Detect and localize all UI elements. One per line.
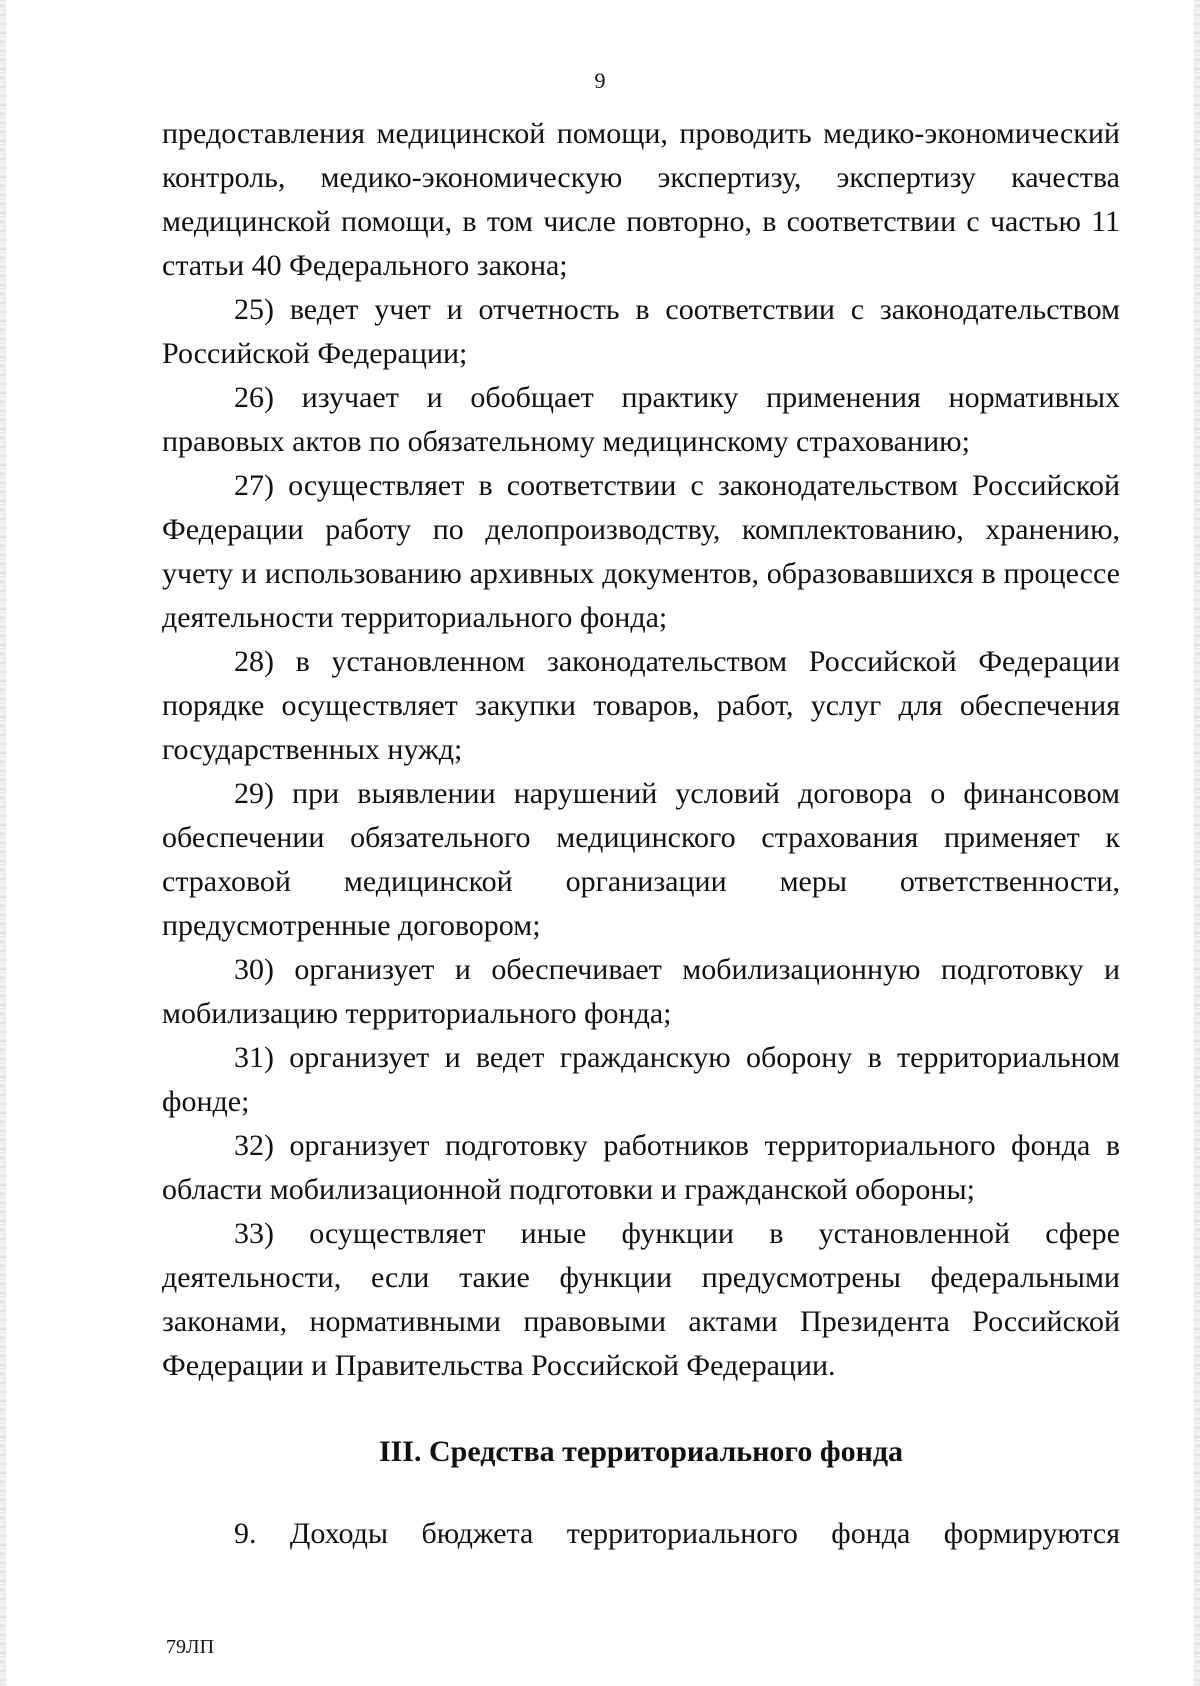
footer-code: 79ЛП [166, 1636, 215, 1658]
section-heading: III. Средства территориального фонда [378, 1435, 904, 1468]
paragraph-continuation: предоставления медицинской помощи, проводить медико-экономический контроль, медико-экономическую экспертизу, экспертизу качества медицинской помощи, в том числе повторно, в соответствии с частью 11 статьи 40 Федерального закона; [162, 117, 1120, 282]
paragraph-item-28: 28) в установленном законодательством Российской Федерации порядке осуществляет закупки товаров, работ, услуг для обеспечения государственных нужд; [162, 645, 1120, 766]
paragraph-item-29: 29) при выявлении нарушений условий договора о финансовом обеспечении обязательного медицинского страхования применяет к страховой медицинской организации меры ответственности, предусмотренные договором; [162, 777, 1120, 942]
paragraph-item-31: 31) организует и ведет гражданскую оборону в территориальном фонде; [162, 1041, 1120, 1118]
page-number: 9 [594, 68, 606, 93]
scan-edge-right [1194, 0, 1200, 1686]
scan-edge-left [0, 0, 6, 1686]
paragraph-item-32: 32) организует подготовку работников территориального фонда в области мобилизационной подготовки и гражданской обороны; [162, 1129, 1120, 1206]
paragraph-item-9: 9. Доходы бюджета территориального фонда формируются [234, 1517, 1120, 1550]
paragraph-item-27: 27) осуществляет в соответствии с законодательством Российской Федерации работу по делопроизводству, комплектованию, хранению, учету и использованию архивных документов, образовавшихся в процессе деятельности территориального фонда; [162, 469, 1120, 634]
document-body [162, 112, 1120, 1556]
paragraph-item-26: 26) изучает и обобщает практику применения нормативных правовых актов по обязательному медицинскому страхованию; [162, 381, 1120, 458]
paragraph-item-30: 30) организует и обеспечивает мобилизационную подготовку и мобилизацию территориального фонда; [162, 953, 1120, 1030]
paragraph-item-25: 25) ведет учет и отчетность в соответствии с законодательством Российской Федерации; [162, 293, 1120, 370]
paragraph-item-33: 33) осуществляет иные функции в установленной сфере деятельности, если такие функции предусмотрены федеральными законами, нормативными правовыми актами Президента Российской Федерации и Правительства Российской Федерации. [162, 1217, 1120, 1382]
